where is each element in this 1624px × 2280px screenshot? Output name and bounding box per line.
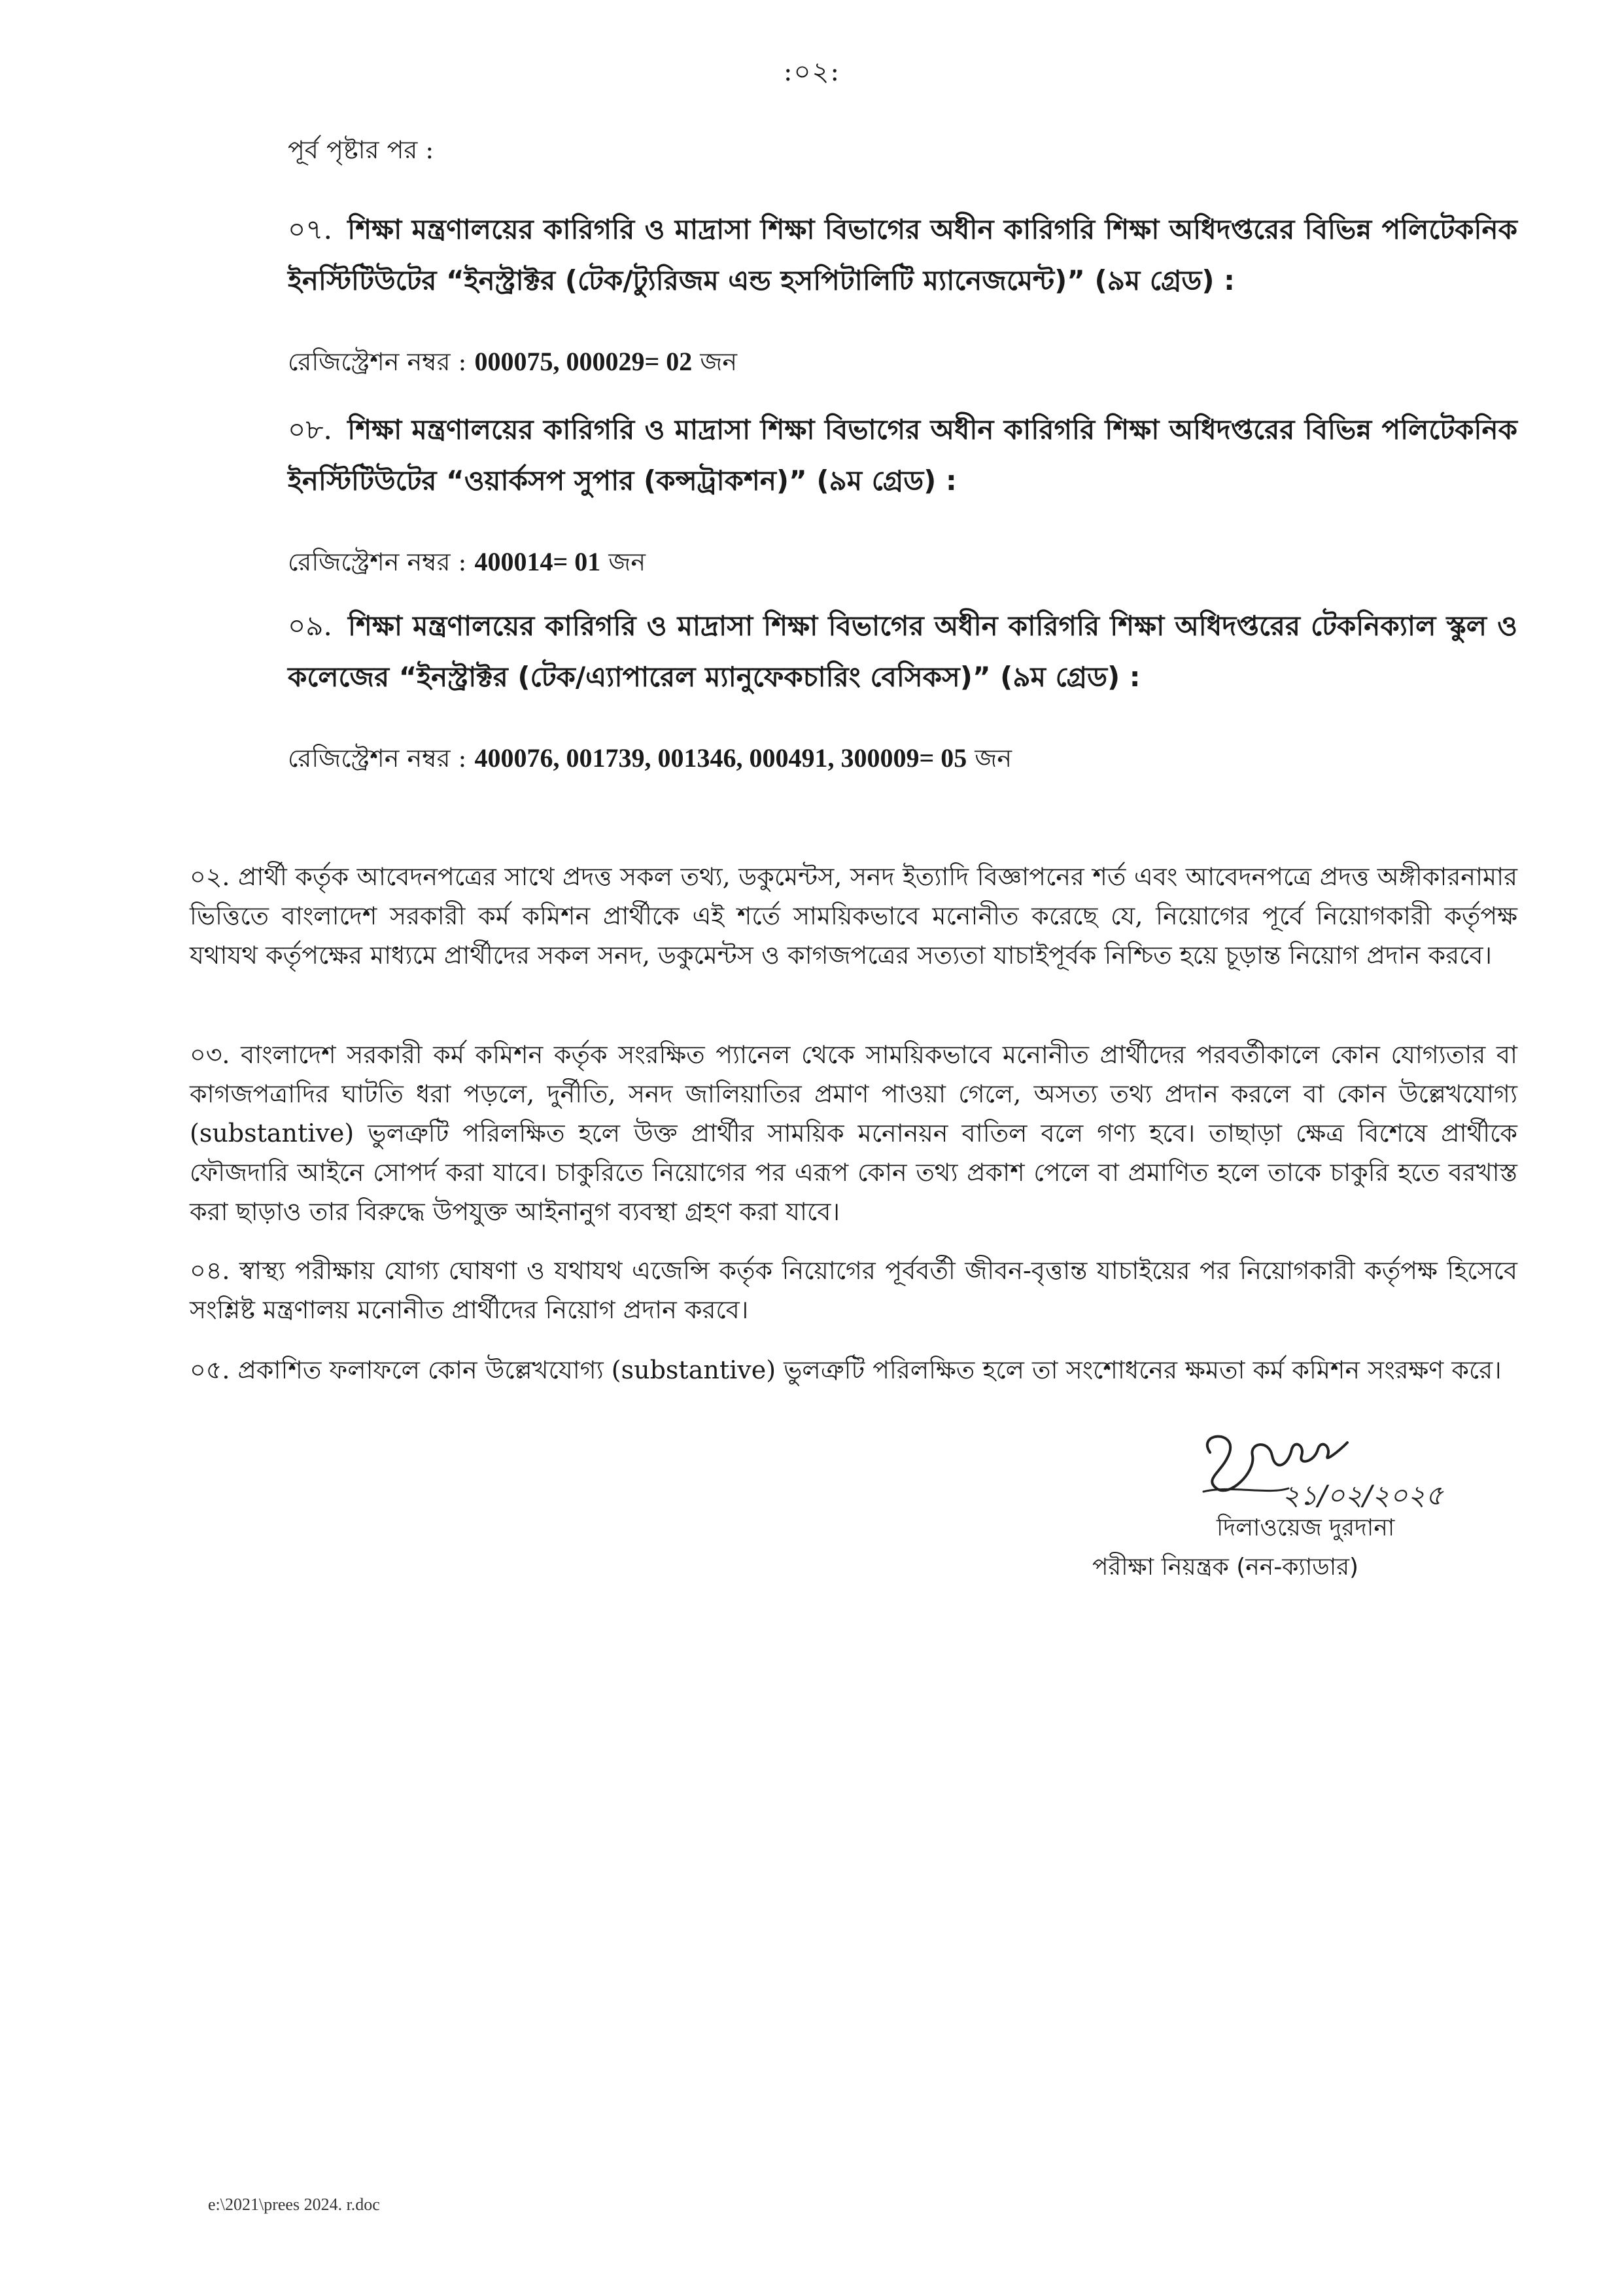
registration-line bbox=[288, 739, 1517, 781]
registration-line bbox=[288, 343, 1517, 385]
post-title-text: শিক্ষা মন্ত্রণালয়ের কারিগরি ও মাদ্রাসা শিক্ষা বিভাগের অধীন কারিগরি শিক্ষা অধিদপ্তরের টেকনিক্যাল স্কুল ও কলেজের “ইনস্ট্রাক্টর (টেক/এ্যাপারেল ম্যানুফেকচারিং বেসিকস)” (৯ম গ্রেড) : bbox=[288, 610, 1517, 693]
signer-title: পরীক্ষা নিয়ন্ত্রক (নন-ক্যাডার) bbox=[1092, 1554, 1359, 1581]
continued-label: পূর্ব পৃষ্টার পর : bbox=[288, 135, 434, 164]
signer-name: দিলাওয়েজ দুরদানা bbox=[1217, 1515, 1395, 1541]
post-title-text: শিক্ষা মন্ত্রণালয়ের কারিগরি ও মাদ্রাসা শিক্ষা বিভাগের অধীন কারিগরি শিক্ষা অধিদপ্তরের বিভিন্ন পলিটেকনিক ইনস্টিটিউটের “ইনস্ট্রাক্টর (টেক/ট্যুরিজম এন্ড হসপিটালিটি ম্যানেজমেন্ট)” (৯ম গ্রেড) : bbox=[288, 213, 1517, 296]
post-title bbox=[288, 601, 1517, 703]
clause-paragraph: ০৩. বাংলাদেশ সরকারী কর্ম কমিশন কর্তৃক সংরক্ষিত প্যানেল থেকে সাময়িকভাবে মনোনীত প্রার্থীদের পরবর্তীকালে কোন যোগ্যতার বা কাগজপত্রাদির ঘাটতি ধরা পড়লে, দুর্নীতি, সনদ জালিয়াতির প্রমাণ পাওয়া গেলে, অসত্য তথ্য প্রদান করলে বা কোন উল্লেখযোগ্য (substantive) ভুলত্রুটি পরিলক্ষিত হলে উক্ত প্রার্থীর সাময়িক মনোনয়ন বাতিল বলে গণ্য হবে। তাছাড়া ক্ষেত্র বিশেষে প্রার্থীকে ফৌজদারি আইনে সোপর্দ করা যাবে। চাকুরিতে নিয়োগের পর এরূপ কোন তথ্য প্রকাশ পেলে বা প্রমাণিত হলে তাকে চাকুরি হতে বরখাস্ত করা ছাড়াও তার বিরুদ্ধে উপযুক্ত আইনানুগ ব্যবস্থা গ্রহণ করা যাবে। bbox=[190, 1040, 1517, 1226]
clause-paragraph: ০৪. স্বাস্থ্য পরীক্ষায় যোগ্য ঘোষণা ও যথাযথ এজেন্সি কর্তৃক নিয়োগের পূর্ববর্তী জীবন-বৃত্তান্ত যাচাইয়ের পর নিয়োগকারী কর্তৃপক্ষ হিসেবে সংশ্লিষ্ট মন্ত্রণালয় মনোনীত প্রার্থীদের নিয়োগ প্রদান করবে। bbox=[190, 1256, 1517, 1324]
registration-numbers: 400076, 001739, 001346, 000491, 300009= 05 bbox=[474, 743, 967, 773]
registration-numbers: 400014= 01 bbox=[474, 547, 601, 576]
clause-paragraph: ০২. প্রার্থী কর্তৃক আবেদনপত্রের সাথে প্রদত্ত সকল তথ্য, ডকুমেন্টস, সনদ ইত্যাদি বিজ্ঞাপনের শর্ত এবং আবেদনপত্রে প্রদত্ত অঙ্গীকারনামার ভিত্তিতে বাংলাদেশ সরকারী কর্ম কমিশন প্রার্থীকে এই শর্তে সাময়িকভাবে মনোনীত করেছে যে, নিয়োগের পূর্বে নিয়োগকারী কর্তৃপক্ষ যথাযথ কর্তৃপক্ষের মাধ্যমে প্রার্থীদের সকল সনদ, ডকুমেন্টস ও কাগজপত্রের সত্যতা যাচাইপূর্বক নিশ্চিত হয়ে চূড়ান্ত নিয়োগ প্রদান করবে। bbox=[190, 862, 1517, 970]
handwritten-signature bbox=[1190, 1426, 1465, 1511]
registration-numbers: 000075, 000029= 02 bbox=[474, 347, 693, 376]
post-number: ০৮. bbox=[288, 413, 332, 446]
post-item bbox=[288, 404, 1517, 585]
registration-label: রেজিস্ট্রেশন নম্বর : bbox=[288, 347, 467, 376]
clause-paragraph: ০৫. প্রকাশিত ফলাফলে কোন উল্লেখযোগ্য (substantive) ভুলত্রুটি পরিলক্ষিত হলে তা সংশোধনের ক্ষমতা কর্ম কমিশন সংরক্ষণ করে। bbox=[190, 1356, 1502, 1384]
footer-file-path: e:\2021\prees 2024. r.doc bbox=[208, 2195, 380, 2214]
registration-unit: জন bbox=[608, 548, 646, 576]
post-number: ০৭. bbox=[288, 213, 332, 245]
post-title bbox=[288, 204, 1517, 306]
post-item bbox=[288, 204, 1517, 385]
registration-unit: জন bbox=[975, 744, 1012, 773]
post-title bbox=[288, 404, 1517, 506]
registration-unit: জন bbox=[700, 347, 738, 376]
post-number: ০৯. bbox=[288, 610, 332, 642]
post-title-text: শিক্ষা মন্ত্রণালয়ের কারিগরি ও মাদ্রাসা শিক্ষা বিভাগের অধীন কারিগরি শিক্ষা অধিদপ্তরের বিভিন্ন পলিটেকনিক ইনস্টিটিউটের “ওয়ার্কসপ সুপার (কন্সট্রাকশন)” (৯ম গ্রেড) : bbox=[288, 413, 1517, 497]
registration-label: রেজিস্ট্রেশন নম্বর : bbox=[288, 744, 467, 773]
registration-line bbox=[288, 543, 1517, 585]
registration-label: রেজিস্ট্রেশন নম্বর : bbox=[288, 548, 467, 576]
handwritten-date: ২১/০২/২০২৫ bbox=[1282, 1479, 1443, 1511]
post-item bbox=[288, 601, 1517, 781]
page-number: :০২: bbox=[784, 57, 840, 87]
